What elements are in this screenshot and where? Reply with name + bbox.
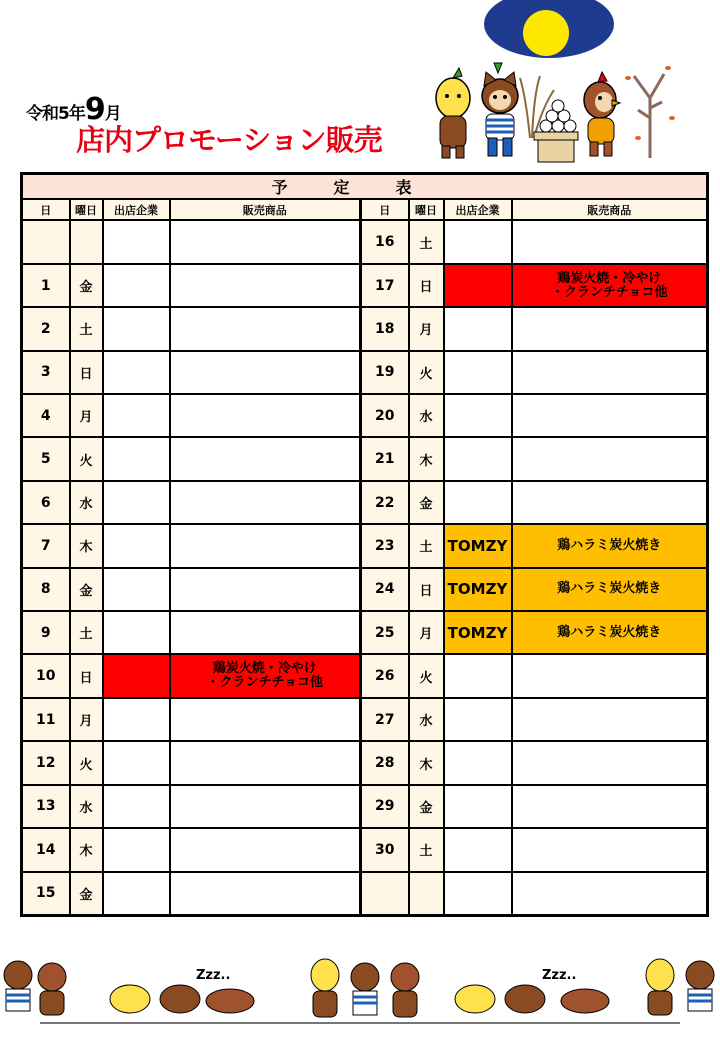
product-cell: 鶏ハラミ炭火焼き <box>512 524 708 567</box>
table-row <box>22 611 708 654</box>
table-row <box>22 437 708 480</box>
page-title: 店内プロモーション販売 <box>76 123 382 157</box>
month-number: 9 <box>84 92 105 127</box>
weekday-cell: 金 <box>70 568 103 611</box>
table-row <box>22 872 708 916</box>
running-mascots-icon <box>4 961 66 1015</box>
product-cell <box>170 785 361 828</box>
company-cell <box>103 872 170 916</box>
day-cell <box>361 872 409 916</box>
company-cell <box>103 437 170 480</box>
company-cell <box>103 524 170 567</box>
product-cell <box>170 264 361 307</box>
company-cell <box>444 698 512 741</box>
day-cell: 28 <box>361 741 409 784</box>
col-header-day: 日 <box>361 199 409 220</box>
product-cell <box>170 611 361 654</box>
weekday-cell: 金 <box>70 264 103 307</box>
day-cell: 13 <box>22 785 70 828</box>
day-cell: 14 <box>22 828 70 871</box>
weekday-cell: 火 <box>70 437 103 480</box>
weekday-cell: 火 <box>70 741 103 784</box>
table-title-row <box>22 174 708 200</box>
product-cell <box>170 220 361 263</box>
day-cell: 16 <box>361 220 409 263</box>
sleep-zzz-text-2: Zzz.. <box>542 968 577 983</box>
day-cell: 19 <box>361 351 409 394</box>
day-cell: 1 <box>22 264 70 307</box>
day-cell: 4 <box>22 394 70 437</box>
day-cell <box>22 220 70 263</box>
table-row <box>22 394 708 437</box>
company-cell <box>444 785 512 828</box>
weekday-cell: 日 <box>409 568 444 611</box>
product-cell <box>512 872 708 916</box>
product-cell <box>512 698 708 741</box>
table-row <box>22 481 708 524</box>
company-cell <box>103 568 170 611</box>
company-cell <box>444 307 512 350</box>
product-cell <box>512 828 708 871</box>
sleep-zzz-text: Zzz.. <box>196 968 231 983</box>
day-cell: 8 <box>22 568 70 611</box>
company-cell <box>103 351 170 394</box>
company-cell <box>444 481 512 524</box>
weekday-cell: 水 <box>70 785 103 828</box>
product-cell: 鶏ハラミ炭火焼き <box>512 568 708 611</box>
company-cell <box>444 741 512 784</box>
company-cell <box>444 437 512 480</box>
product-cell <box>512 654 708 697</box>
product-cell <box>512 481 708 524</box>
weekday-cell: 土 <box>409 220 444 263</box>
day-cell: 21 <box>361 437 409 480</box>
table-row <box>22 698 708 741</box>
company-cell <box>444 264 512 307</box>
weekday-cell: 木 <box>70 828 103 871</box>
day-cell: 22 <box>361 481 409 524</box>
company-cell <box>103 394 170 437</box>
table-row <box>22 568 708 611</box>
day-cell: 10 <box>22 654 70 697</box>
day-cell: 24 <box>361 568 409 611</box>
weekday-cell: 日 <box>409 264 444 307</box>
col-header-weekday: 曜日 <box>70 199 103 220</box>
table-row <box>22 654 708 697</box>
brown-cat-mascot-icon <box>482 63 518 156</box>
company-cell <box>103 785 170 828</box>
company-cell <box>444 351 512 394</box>
day-cell: 20 <box>361 394 409 437</box>
weekday-cell: 木 <box>409 741 444 784</box>
bottom-mascots-illustration <box>0 935 720 1035</box>
product-cell <box>170 351 361 394</box>
ground-line <box>40 1022 680 1024</box>
weekday-cell: 金 <box>70 872 103 916</box>
weekday-cell: 木 <box>409 437 444 480</box>
product-cell <box>512 220 708 263</box>
weekday-cell: 金 <box>409 785 444 828</box>
table-row <box>22 307 708 350</box>
weekday-cell: 月 <box>70 698 103 741</box>
weekday-cell: 月 <box>70 394 103 437</box>
company-cell <box>103 741 170 784</box>
col-header-company: 出店企業 <box>103 199 170 220</box>
day-cell: 18 <box>361 307 409 350</box>
weekday-cell: 水 <box>409 394 444 437</box>
product-cell <box>170 394 361 437</box>
company-cell: TOMZY <box>444 568 512 611</box>
table-row <box>22 828 708 871</box>
product-cell <box>170 872 361 916</box>
table-row <box>22 741 708 784</box>
weekday-cell: 木 <box>70 524 103 567</box>
product-cell <box>512 437 708 480</box>
day-cell: 11 <box>22 698 70 741</box>
company-cell <box>103 220 170 263</box>
product-cell <box>170 307 361 350</box>
company-cell <box>444 220 512 263</box>
day-cell: 25 <box>361 611 409 654</box>
table-row <box>22 220 708 263</box>
product-cell <box>170 828 361 871</box>
month-unit: 月 <box>104 104 121 124</box>
weekday-cell: 土 <box>70 611 103 654</box>
table-title: 予定表 <box>22 174 708 200</box>
bird-mascot-icon <box>584 72 620 156</box>
weekday-cell: 土 <box>70 307 103 350</box>
day-cell: 17 <box>361 264 409 307</box>
weekday-cell: 金 <box>409 481 444 524</box>
day-cell: 23 <box>361 524 409 567</box>
product-cell <box>512 785 708 828</box>
company-cell <box>103 307 170 350</box>
mascots-tsukimi-illustration <box>428 38 678 168</box>
day-cell: 5 <box>22 437 70 480</box>
day-cell: 12 <box>22 741 70 784</box>
era-label: 令和5年 <box>26 104 85 124</box>
day-cell: 6 <box>22 481 70 524</box>
product-cell <box>512 394 708 437</box>
sleeping-mascots-icon-2 <box>455 985 609 1013</box>
day-cell: 7 <box>22 524 70 567</box>
table-row <box>22 524 708 567</box>
product-cell: 鶏炭火焼・冷やけ ・クランチチョコ他 <box>512 264 708 307</box>
day-cell: 29 <box>361 785 409 828</box>
col-header-product: 販売商品 <box>512 199 708 220</box>
table-row <box>22 264 708 307</box>
table-row <box>22 785 708 828</box>
company-cell <box>103 698 170 741</box>
day-cell: 27 <box>361 698 409 741</box>
company-cell <box>444 654 512 697</box>
weekday-cell <box>70 220 103 263</box>
weekday-cell: 火 <box>409 351 444 394</box>
col-header-company: 出店企業 <box>444 199 512 220</box>
weekday-cell: 火 <box>409 654 444 697</box>
walking-mascots-icon <box>311 959 419 1017</box>
company-cell <box>103 654 170 697</box>
company-cell <box>444 394 512 437</box>
product-cell <box>170 524 361 567</box>
product-cell: 鶏炭火焼・冷やけ ・クランチチョコ他 <box>170 654 361 697</box>
company-cell <box>103 828 170 871</box>
product-cell <box>512 351 708 394</box>
company-cell <box>444 872 512 916</box>
product-cell <box>512 741 708 784</box>
weekday-cell: 土 <box>409 828 444 871</box>
weekday-cell: 水 <box>409 698 444 741</box>
product-cell: 鶏ハラミ炭火焼き <box>512 611 708 654</box>
weekday-cell: 月 <box>409 611 444 654</box>
col-header-weekday: 曜日 <box>409 199 444 220</box>
running-mascots-icon-2 <box>646 959 714 1015</box>
company-cell <box>103 264 170 307</box>
lemon-mascot-icon <box>436 68 470 158</box>
product-cell <box>170 437 361 480</box>
day-cell: 26 <box>361 654 409 697</box>
table-row <box>22 351 708 394</box>
weekday-cell: 土 <box>409 524 444 567</box>
day-cell: 15 <box>22 872 70 916</box>
product-cell <box>170 741 361 784</box>
sleeping-mascots-icon <box>110 985 254 1013</box>
product-cell <box>170 481 361 524</box>
tsukimi-dango-icon <box>534 100 578 162</box>
weekday-cell <box>409 872 444 916</box>
product-cell <box>170 698 361 741</box>
company-cell <box>103 611 170 654</box>
schedule-table <box>20 172 709 917</box>
product-cell <box>512 307 708 350</box>
company-cell <box>103 481 170 524</box>
column-header-row <box>22 199 708 220</box>
weekday-cell: 日 <box>70 351 103 394</box>
day-cell: 9 <box>22 611 70 654</box>
company-cell: TOMZY <box>444 524 512 567</box>
weekday-cell: 月 <box>409 307 444 350</box>
day-cell: 2 <box>22 307 70 350</box>
col-header-day: 日 <box>22 199 70 220</box>
company-cell: TOMZY <box>444 611 512 654</box>
product-cell <box>170 568 361 611</box>
weekday-cell: 日 <box>70 654 103 697</box>
weekday-cell: 水 <box>70 481 103 524</box>
autumn-tree-icon <box>634 74 664 158</box>
company-cell <box>444 828 512 871</box>
day-cell: 30 <box>361 828 409 871</box>
col-header-product: 販売商品 <box>170 199 361 220</box>
day-cell: 3 <box>22 351 70 394</box>
